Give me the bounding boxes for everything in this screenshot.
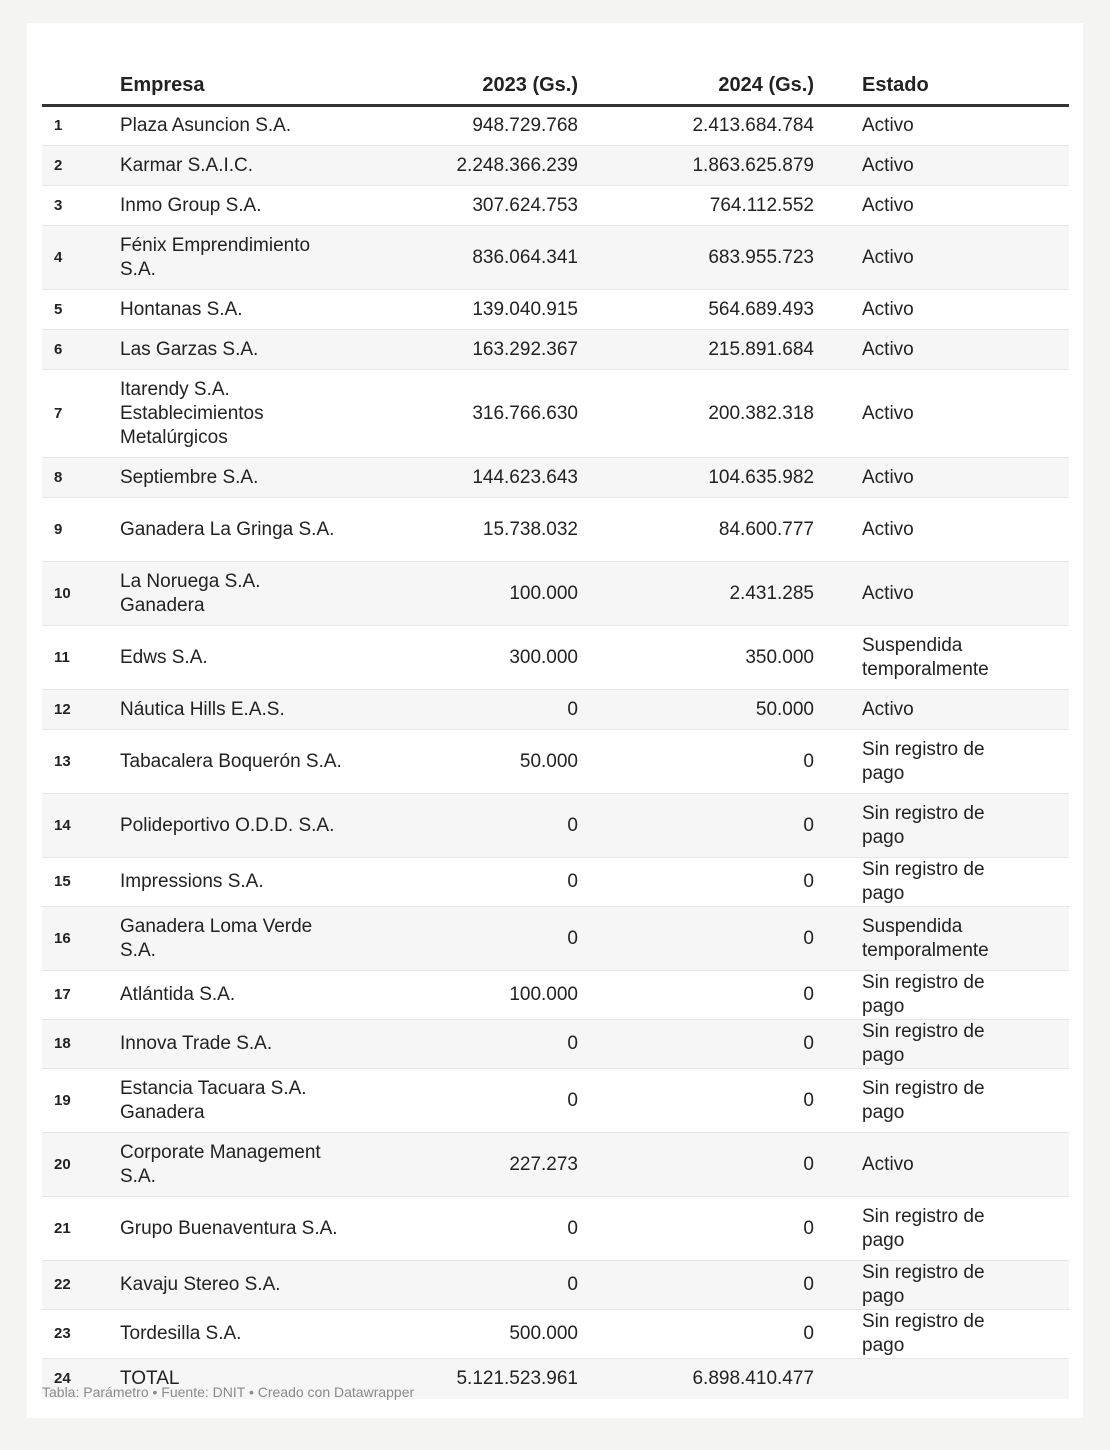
cell-2023: 2.248.366.239	[420, 146, 578, 186]
row-number: 17	[42, 971, 120, 1020]
row-number: 4	[42, 226, 120, 290]
cell-estado: Suspendida temporalmente	[814, 907, 1069, 971]
cell-empresa: Tabacalera Boquerón S.A.	[120, 730, 420, 794]
cell-2024: 0	[578, 794, 814, 858]
cell-2023: 836.064.341	[420, 226, 578, 290]
table-header-row	[42, 67, 1069, 106]
cell-estado: Suspendida temporalmente	[814, 626, 1069, 690]
cell-2023: 948.729.768	[420, 106, 578, 146]
cell-estado	[814, 1359, 1069, 1399]
table-row	[42, 907, 1069, 971]
cell-2023: 0	[420, 690, 578, 730]
header-2023[interactable]: 2023 (Gs.)	[420, 67, 578, 106]
cell-2023: 0	[420, 794, 578, 858]
cell-2024: 0	[578, 1020, 814, 1069]
cell-2024: 564.689.493	[578, 290, 814, 330]
cell-2024: 350.000	[578, 626, 814, 690]
row-number: 11	[42, 626, 120, 690]
cell-empresa: Ganadera Loma Verde S.A.	[120, 907, 420, 971]
table-row	[42, 626, 1069, 690]
cell-empresa: Polideportivo O.D.D. S.A.	[120, 794, 420, 858]
cell-2023: 100.000	[420, 562, 578, 626]
row-number: 3	[42, 186, 120, 226]
cell-2024: 764.112.552	[578, 186, 814, 226]
cell-empresa: Fénix Emprendimiento S.A.	[120, 226, 420, 290]
cell-2024: 0	[578, 1133, 814, 1197]
table-row	[42, 106, 1069, 146]
row-number: 6	[42, 330, 120, 370]
table-row	[42, 730, 1069, 794]
cell-empresa: Plaza Asuncion S.A.	[120, 106, 420, 146]
table-row	[42, 1310, 1069, 1359]
table-row	[42, 858, 1069, 907]
cell-2023: 316.766.630	[420, 370, 578, 458]
cell-estado: Sin registro de pago	[814, 730, 1069, 794]
cell-empresa: Hontanas S.A.	[120, 290, 420, 330]
table-row	[42, 1261, 1069, 1310]
cell-estado: Activo	[814, 186, 1069, 226]
cell-empresa: Innova Trade S.A.	[120, 1020, 420, 1069]
table-row	[42, 290, 1069, 330]
cell-estado: Sin registro de pago	[814, 858, 1069, 907]
cell-empresa: La Noruega S.A. Ganadera	[120, 562, 420, 626]
cell-estado: Activo	[814, 290, 1069, 330]
cell-2023: 500.000	[420, 1310, 578, 1359]
cell-2024: 0	[578, 1310, 814, 1359]
table-row	[42, 458, 1069, 498]
cell-2024: 200.382.318	[578, 370, 814, 458]
cell-estado: Activo	[814, 106, 1069, 146]
table-row	[42, 498, 1069, 562]
row-number: 12	[42, 690, 120, 730]
row-number: 24	[42, 1359, 120, 1399]
table-row	[42, 370, 1069, 458]
cell-2024: 1.863.625.879	[578, 146, 814, 186]
cell-2023: 163.292.367	[420, 330, 578, 370]
cell-2023: 0	[420, 907, 578, 971]
cell-estado: Sin registro de pago	[814, 1020, 1069, 1069]
table-row	[42, 562, 1069, 626]
cell-2024: 0	[578, 971, 814, 1020]
table-row	[42, 146, 1069, 186]
cell-2024: 0	[578, 1197, 814, 1261]
table-row	[42, 186, 1069, 226]
row-number: 2	[42, 146, 120, 186]
cell-2023: 144.623.643	[420, 458, 578, 498]
row-number: 7	[42, 370, 120, 458]
cell-2024: 6.898.410.477	[578, 1359, 814, 1399]
row-number: 21	[42, 1197, 120, 1261]
cell-2024: 0	[578, 858, 814, 907]
table-card	[27, 23, 1083, 1418]
cell-2024: 2.413.684.784	[578, 106, 814, 146]
row-number: 15	[42, 858, 120, 907]
table-row	[42, 1133, 1069, 1197]
cell-empresa: Tordesilla S.A.	[120, 1310, 420, 1359]
header-empresa[interactable]: Empresa	[120, 67, 420, 106]
cell-estado: Activo	[814, 690, 1069, 730]
cell-2024: 0	[578, 730, 814, 794]
table-row	[42, 1069, 1069, 1133]
cell-empresa: Kavaju Stereo S.A.	[120, 1261, 420, 1310]
cell-empresa: Grupo Buenaventura S.A.	[120, 1197, 420, 1261]
row-number: 16	[42, 907, 120, 971]
row-number: 22	[42, 1261, 120, 1310]
source-footer: Tabla: Parámetro • Fuente: DNIT • Creado con Datawrapper	[42, 1384, 415, 1400]
cell-estado: Activo	[814, 458, 1069, 498]
table-row	[42, 794, 1069, 858]
row-number: 19	[42, 1069, 120, 1133]
cell-2023: 0	[420, 1197, 578, 1261]
header-estado[interactable]: Estado	[814, 67, 1069, 106]
cell-empresa: Inmo Group S.A.	[120, 186, 420, 226]
cell-2024: 84.600.777	[578, 498, 814, 562]
row-number: 10	[42, 562, 120, 626]
cell-2023: 0	[420, 858, 578, 907]
row-number: 8	[42, 458, 120, 498]
cell-2023: 300.000	[420, 626, 578, 690]
cell-empresa: Atlántida S.A.	[120, 971, 420, 1020]
cell-estado: Activo	[814, 562, 1069, 626]
cell-estado: Activo	[814, 330, 1069, 370]
row-number: 9	[42, 498, 120, 562]
cell-empresa: Náutica Hills E.A.S.	[120, 690, 420, 730]
cell-2024: 215.891.684	[578, 330, 814, 370]
cell-2023: 15.738.032	[420, 498, 578, 562]
cell-2023: 307.624.753	[420, 186, 578, 226]
table-row	[42, 1197, 1069, 1261]
row-number: 23	[42, 1310, 120, 1359]
cell-empresa: Las Garzas S.A.	[120, 330, 420, 370]
cell-estado: Sin registro de pago	[814, 1197, 1069, 1261]
cell-2024: 0	[578, 1069, 814, 1133]
companies-table	[42, 67, 1069, 1399]
cell-empresa: TOTAL	[120, 1359, 420, 1399]
table-row	[42, 690, 1069, 730]
row-number: 1	[42, 106, 120, 146]
cell-estado: Sin registro de pago	[814, 1310, 1069, 1359]
cell-empresa: Edws S.A.	[120, 626, 420, 690]
header-num[interactable]	[42, 67, 120, 106]
cell-2023: 0	[420, 1020, 578, 1069]
cell-estado: Activo	[814, 498, 1069, 562]
cell-empresa: Ganadera La Gringa S.A.	[120, 498, 420, 562]
cell-estado: Activo	[814, 370, 1069, 458]
cell-2024: 0	[578, 1261, 814, 1310]
row-number: 5	[42, 290, 120, 330]
cell-2024: 104.635.982	[578, 458, 814, 498]
table-row	[42, 330, 1069, 370]
cell-2023: 0	[420, 1069, 578, 1133]
cell-2024: 683.955.723	[578, 226, 814, 290]
cell-empresa: Corporate Management S.A.	[120, 1133, 420, 1197]
cell-2023: 0	[420, 1261, 578, 1310]
row-number: 18	[42, 1020, 120, 1069]
cell-estado: Activo	[814, 1133, 1069, 1197]
cell-2024: 50.000	[578, 690, 814, 730]
table-row	[42, 226, 1069, 290]
cell-empresa: Estancia Tacuara S.A. Ganadera	[120, 1069, 420, 1133]
cell-empresa: Impressions S.A.	[120, 858, 420, 907]
cell-2024: 0	[578, 907, 814, 971]
header-2024[interactable]: 2024 (Gs.)	[578, 67, 814, 106]
row-number: 13	[42, 730, 120, 794]
table-row	[42, 1020, 1069, 1069]
cell-estado: Sin registro de pago	[814, 794, 1069, 858]
cell-estado: Sin registro de pago	[814, 1069, 1069, 1133]
cell-2023: 227.273	[420, 1133, 578, 1197]
cell-estado: Sin registro de pago	[814, 1261, 1069, 1310]
cell-estado: Sin registro de pago	[814, 971, 1069, 1020]
row-number: 14	[42, 794, 120, 858]
cell-estado: Activo	[814, 226, 1069, 290]
cell-2023: 5.121.523.961	[420, 1359, 578, 1399]
cell-2024: 2.431.285	[578, 562, 814, 626]
cell-2023: 139.040.915	[420, 290, 578, 330]
row-number: 20	[42, 1133, 120, 1197]
cell-empresa: Itarendy S.A. Establecimientos Metalúrgicos	[120, 370, 420, 458]
cell-2023: 100.000	[420, 971, 578, 1020]
table-row	[42, 971, 1069, 1020]
cell-2023: 50.000	[420, 730, 578, 794]
cell-empresa: Septiembre S.A.	[120, 458, 420, 498]
cell-estado: Activo	[814, 146, 1069, 186]
cell-empresa: Karmar S.A.I.C.	[120, 146, 420, 186]
